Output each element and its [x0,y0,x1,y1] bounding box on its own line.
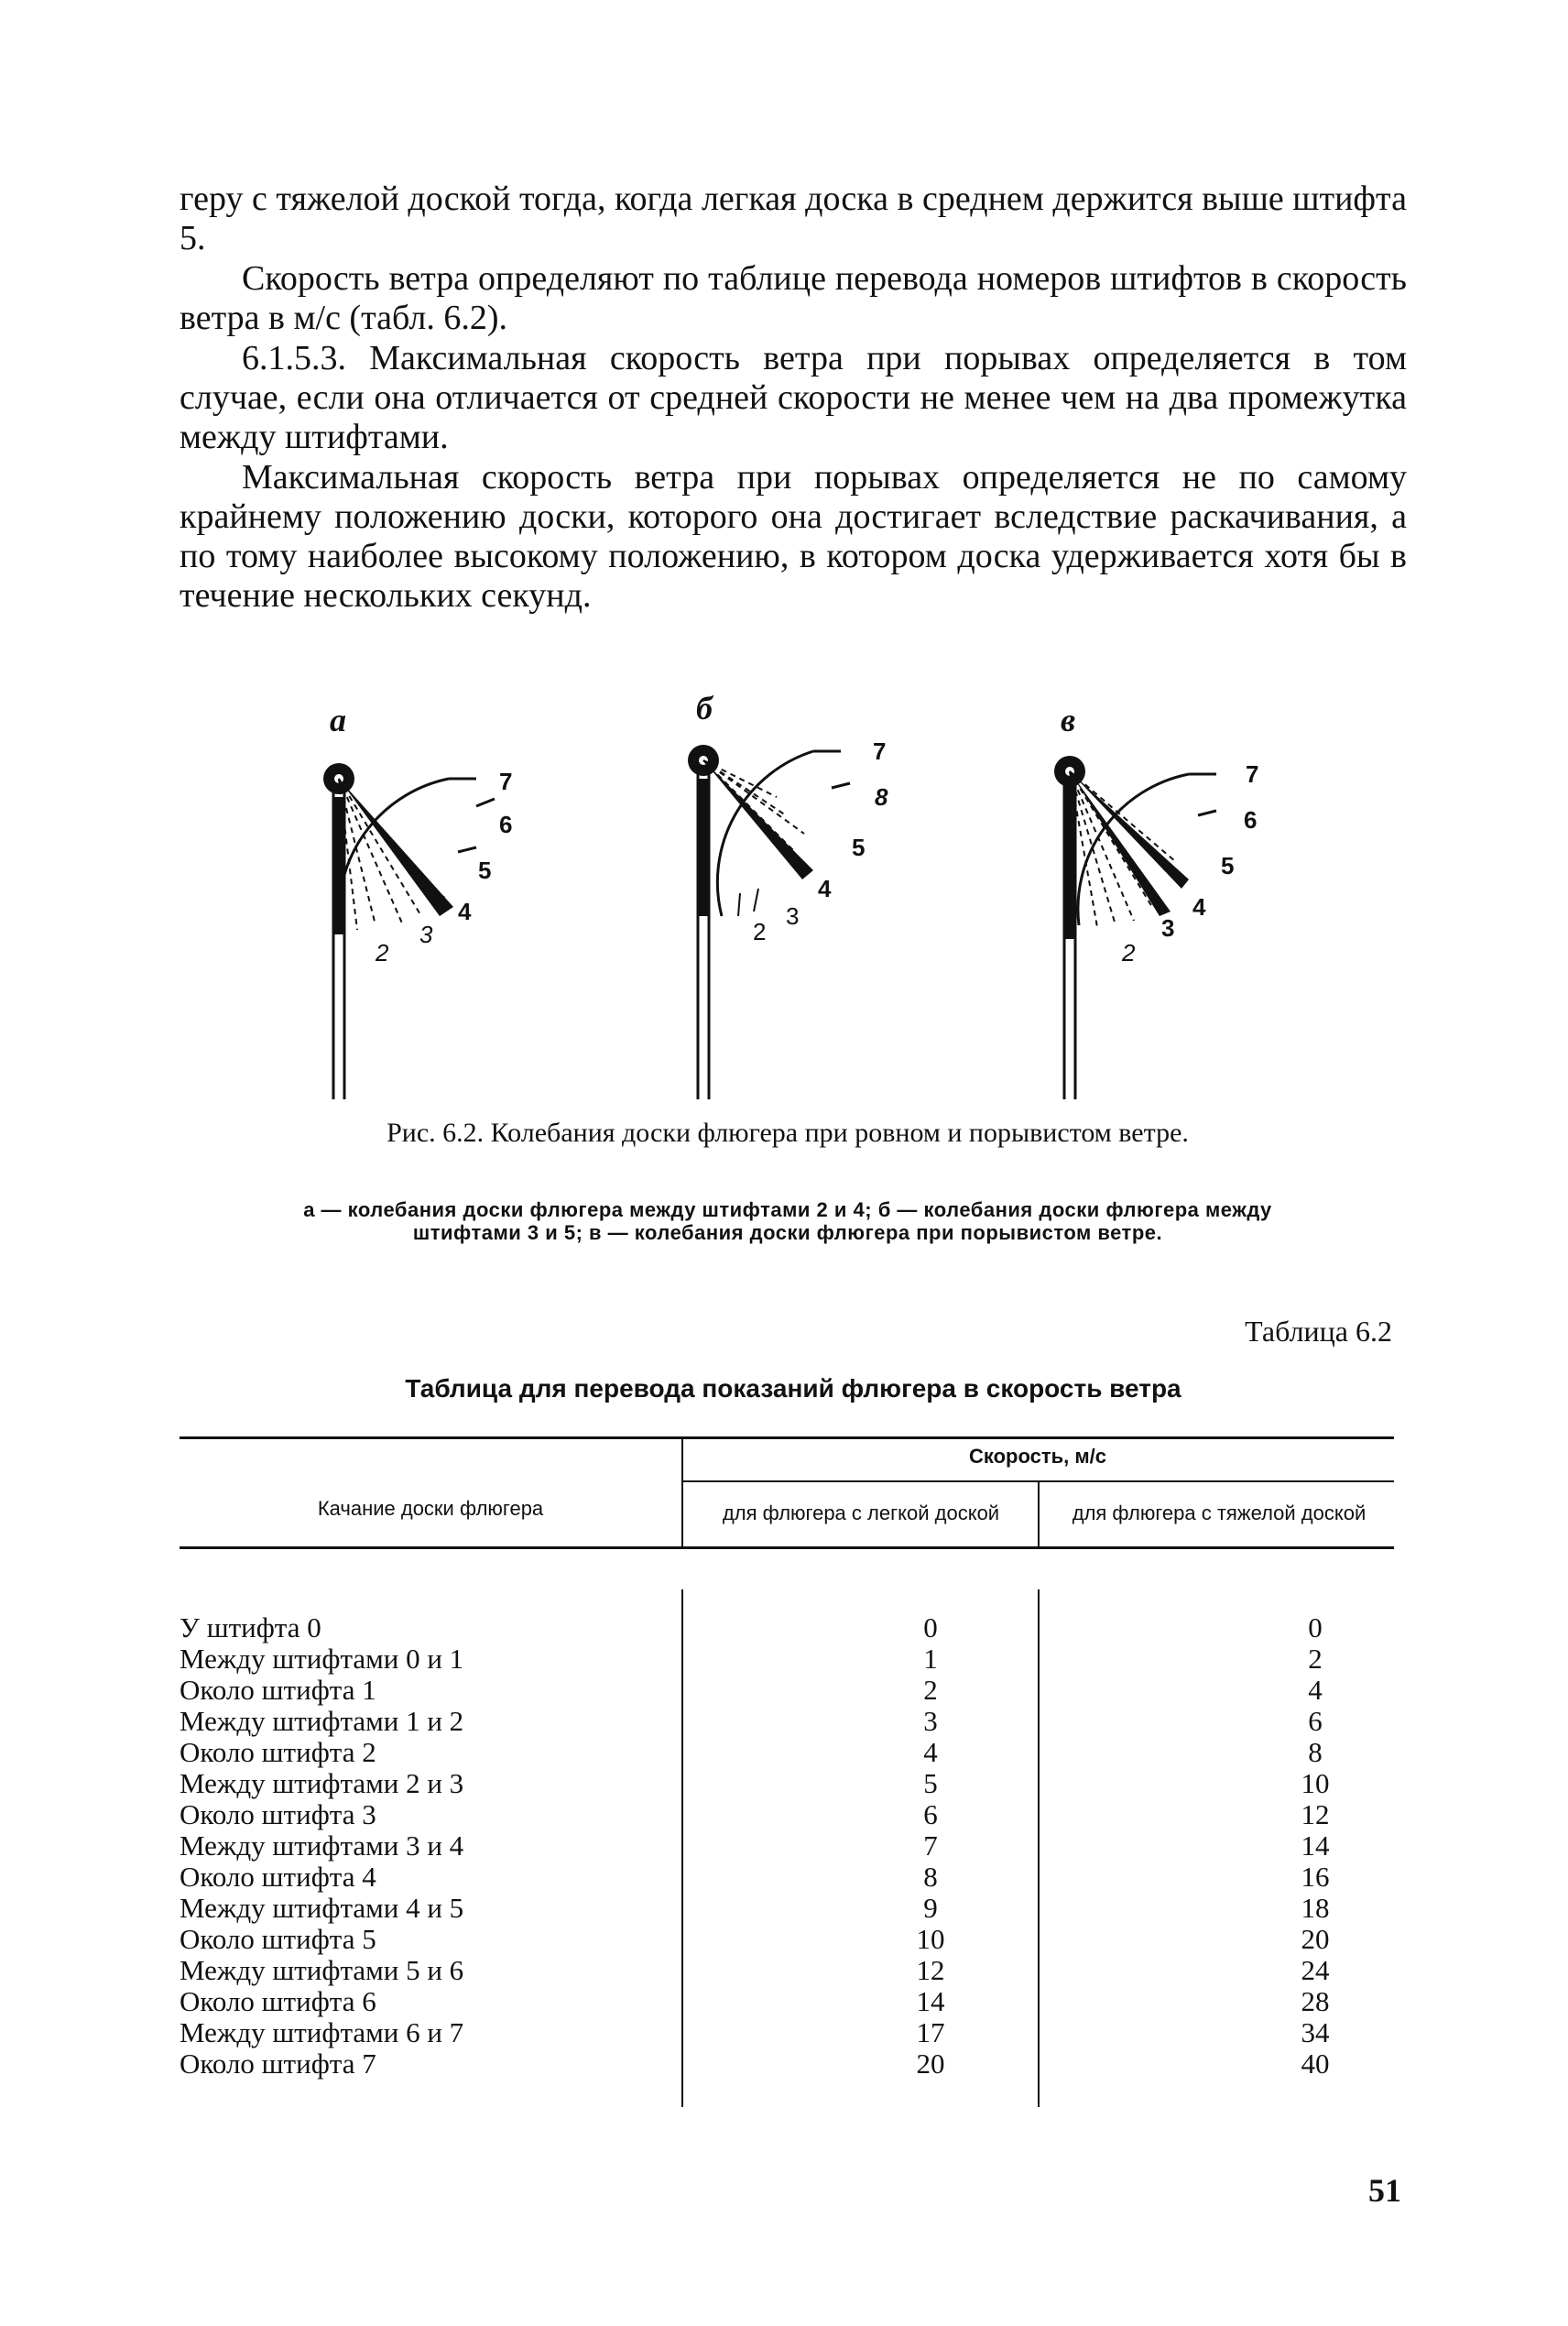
table-row [180,2048,1407,2080]
table-label: Таблица 6.2 [1245,1315,1392,1348]
pin-label-4-v: 4 [1192,893,1206,921]
pin-label-8-b: 8 [875,783,888,811]
page-number: 51 [1368,2172,1401,2209]
table-row [180,1862,1407,1893]
table-row [180,1830,1407,1862]
cell-heavy-speed: 34 [1301,2016,1330,2048]
cell-light-speed: 5 [923,1767,938,1799]
cell-swing: Около штифта 1 [180,1674,376,1706]
cell-light-speed: 12 [916,1954,945,1986]
cell-heavy-speed: 6 [1308,1705,1323,1737]
pin-label-5-v: 5 [1221,852,1235,879]
cell-swing: Между штифтами 5 и 6 [180,1954,464,1986]
cell-swing: Около штифта 6 [180,1985,376,2017]
cell-swing: Между штифтами 3 и 4 [180,1829,464,1862]
cell-swing: У штифта 0 [180,1611,321,1643]
paragraph-max-gust-speed: 6.1.5.3. Максимальная скорость ветра при порывах определяется в том случае, если она отличается от средней скорости не менее чем на два промежутка между штифтами. [180,339,1407,456]
pin-label-4-b: 4 [818,875,832,902]
paragraph-wind-speed-table-reference: Скорость ветра определяют по таблице перевода номеров штифтов в скорость ветра в м/с (табл. 6.2). [180,259,1407,337]
cell-light-speed: 14 [916,1985,945,2017]
cell-light-speed: 20 [916,2048,945,2080]
cell-heavy-speed: 28 [1301,1985,1330,2017]
table-row [180,1955,1407,1986]
pin-label-6-v: 6 [1244,806,1258,834]
pin-label-7-b: 7 [873,737,887,765]
cell-heavy-speed: 8 [1308,1736,1323,1768]
pin-label-4-a: 4 [458,898,472,925]
table-header-swing: Качание доски флюгера [317,1497,544,1520]
table-title: Таблица для перевода показаний флюгера в скорость ветра [405,1374,1181,1403]
pin-label-2-v: 2 [1122,939,1136,966]
table-header-heavy-board: для флюгера с тяжелой доской [1072,1502,1367,1524]
table-header-bottom-rule [180,1546,1394,1549]
cell-light-speed: 2 [923,1674,938,1706]
cell-light-speed: 1 [923,1643,938,1675]
cell-swing: Около штифта 5 [180,1923,376,1955]
pin-label-2-a: 2 [376,939,389,966]
figure-panel-letter-b: б [696,690,713,726]
cell-light-speed: 17 [916,2016,945,2048]
cell-light-speed: 9 [923,1892,938,1924]
pin-label-7-a: 7 [499,768,513,795]
table-row [180,1643,1407,1675]
cell-heavy-speed: 40 [1301,2048,1330,2080]
figure-panel-letter-a: а [330,702,346,738]
cell-light-speed: 6 [923,1798,938,1830]
cell-swing: Между штифтами 2 и 3 [180,1767,464,1799]
pin-label-3-b: 3 [786,902,800,930]
figure-caption: Рис. 6.2. Колебания доски флюгера при ровном и порывистом ветре. [387,1118,1189,1148]
table-top-rule [180,1436,1394,1439]
cell-heavy-speed: 18 [1301,1892,1330,1924]
figure-panel-letter-v: в [1061,702,1076,738]
table-row [180,1986,1407,2017]
cell-swing: Между штифтами 1 и 2 [180,1705,464,1737]
cell-light-speed: 3 [923,1705,938,1737]
cell-heavy-speed: 14 [1301,1829,1330,1862]
pin-label-2-b: 2 [753,918,767,945]
table-header-divider-2 [1038,1480,1040,1546]
table-header-light-board: для флюгера с легкой доской [722,1502,1000,1524]
table-row [180,1768,1407,1799]
cell-light-speed: 10 [916,1923,945,1955]
cell-swing: Около штифта 3 [180,1798,376,1830]
pin-label-6-a: 6 [499,811,513,838]
cell-light-speed: 0 [923,1611,938,1643]
cell-light-speed: 4 [923,1736,938,1768]
table-header-speed-group: Скорость, м/с [968,1445,1106,1468]
cell-heavy-speed: 20 [1301,1923,1330,1955]
table-row [180,1612,1407,1643]
cell-swing: Около штифта 4 [180,1861,376,1893]
pin-label-3-v: 3 [1161,914,1175,942]
pin-label-7-v: 7 [1246,760,1259,788]
table-row [180,1893,1407,1924]
table-row [180,1706,1407,1737]
paragraph-continuation: геру с тяжелой доской тогда, когда легкая доска в среднем держится выше штифта 5. [180,180,1407,257]
cell-light-speed: 8 [923,1861,938,1893]
paragraph-max-gust-position: Максимальная скорость ветра при порывах определяется не по самому крайнему положению доски, которого она достигает вследствие раскачивания, а по тому наиболее высокому положению, в котором доска удерживается хотя бы в течение нескольких секунд. [180,458,1407,615]
cell-heavy-speed: 10 [1301,1767,1330,1799]
pin-label-5-a: 5 [478,857,492,884]
cell-heavy-speed: 24 [1301,1954,1330,1986]
cell-swing: Около штифта 7 [180,2048,376,2080]
table-row [180,2017,1407,2048]
cell-heavy-speed: 4 [1308,1674,1323,1706]
pin-label-5-b: 5 [852,834,866,861]
cell-swing: Около штифта 2 [180,1736,376,1768]
table-row [180,1924,1407,1955]
table-row [180,1675,1407,1706]
cell-heavy-speed: 12 [1301,1798,1330,1830]
figure-legend: а — колебания доски флюгера между штифтами 2 и 4; б — колебания доски флюгера между штифтами 3 и 5; в — колебания доски флюгера при порывистом ветре. [303,1198,1272,1244]
pin-label-3-a: 3 [419,921,433,948]
cell-light-speed: 7 [923,1829,938,1862]
cell-swing: Между штифтами 6 и 7 [180,2016,464,2048]
table-row [180,1799,1407,1830]
wind-vane-diagram-v [1033,733,1271,1099]
cell-heavy-speed: 2 [1308,1643,1323,1675]
cell-heavy-speed: 0 [1308,1611,1323,1643]
table-row [180,1737,1407,1768]
cell-swing: Между штифтами 4 и 5 [180,1892,464,1924]
cell-swing: Между штифтами 0 и 1 [180,1643,464,1675]
cell-heavy-speed: 16 [1301,1861,1330,1893]
